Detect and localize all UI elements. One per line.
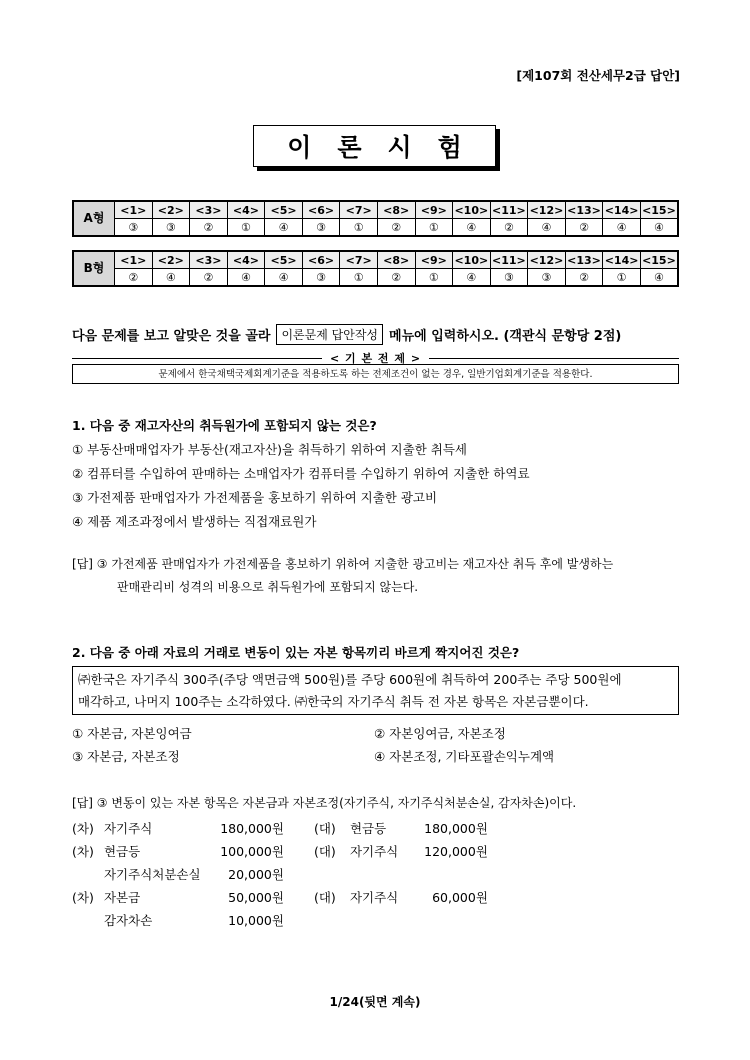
q2-option-2: ② 자본잉여금, 자본조정 (374, 726, 506, 741)
question-number: <9> (415, 251, 453, 269)
answer-cell: ③ (115, 219, 153, 237)
answer-cell: ④ (453, 219, 491, 237)
credit-marker: (대) (313, 844, 336, 859)
question-number: <13> (565, 251, 603, 269)
question-number: <7> (340, 251, 378, 269)
page-footer: 1/24(뒷면 계속) (329, 995, 421, 1009)
debit-marker: (차) (72, 890, 94, 905)
instruction-before: 다음 문제를 보고 알맞은 것을 골라 (72, 329, 271, 344)
question-1: 1. 다음 중 재고자산의 취득원가에 포함되지 않는 것은? (72, 418, 377, 433)
debit-amount: 10,000원 (228, 913, 284, 928)
question-number: <12> (528, 201, 566, 219)
document-header: [제107회 전산세무2급 답안] (516, 68, 680, 83)
answer-table-a-label: A형 (73, 201, 115, 236)
answer-cell: ① (340, 269, 378, 287)
question-number: <3> (190, 251, 228, 269)
question-number: <5> (265, 251, 303, 269)
debit-amount: 20,000원 (228, 867, 284, 882)
instruction (72, 324, 621, 345)
answer-cell: ③ (528, 269, 566, 287)
question-number: <11> (490, 201, 528, 219)
answer-cell: ② (190, 219, 228, 237)
question-number: <14> (603, 201, 641, 219)
debit-account: 자본금 (103, 890, 141, 905)
debit-amount: 50,000원 (228, 890, 284, 905)
q1-option-1: ① 부동산매매업자가 부동산(재고자산)을 취득하기 위하여 지출한 취득세 (72, 442, 467, 457)
answer-cell: ① (340, 219, 378, 237)
q2-box-line-1: ㈜한국은 자기주식 300주(주당 액면금액 500원)를 주당 600원에 취득하여 200주는 주당 500원에 (78, 672, 622, 687)
question-number: <8> (377, 201, 415, 219)
q2-option-4: ④ 자본조정, 기타포괄손익누계액 (374, 749, 555, 764)
question-number: <10> (453, 251, 491, 269)
answer-cell: ② (565, 219, 603, 237)
answer-cell: ③ (152, 219, 190, 237)
answer-cell: ② (115, 269, 153, 287)
debit-amount: 100,000원 (220, 844, 284, 859)
question-number: <3> (190, 201, 228, 219)
credit-amount: 60,000원 (432, 890, 488, 905)
credit-account: 자기주식 (349, 890, 399, 905)
answer-cell: ② (565, 269, 603, 287)
credit-marker: (대) (313, 821, 336, 836)
q2-option-3: ③ 자본금, 자본조정 (72, 749, 180, 764)
answer-table-b-answer-row (73, 269, 678, 287)
q1-answer-line-2: 판매관리비 성격의 비용으로 취득원가에 포함되지 않는다. (117, 580, 419, 594)
question-number: <14> (603, 251, 641, 269)
question-number: <2> (152, 251, 190, 269)
debit-marker: (차) (72, 844, 94, 859)
q1-option-3: ③ 가전제품 판매업자가 가전제품을 홍보하기 위하여 지출한 광고비 (72, 490, 438, 505)
debit-account: 자기주식 (103, 821, 153, 836)
q2-box-line-2: 매각하고, 나머지 100주는 소각하였다. ㈜한국의 자기주식 취득 전 자본 항목은 자본금뿐이다. (78, 694, 589, 709)
credit-account: 현금등 (349, 821, 387, 836)
q2-option-1: ① 자본금, 자본잉여금 (72, 726, 192, 741)
q1-option-2: ② 컴퓨터를 수입하여 판매하는 소매업자가 컴퓨터를 수입하기 위하여 지출한 하역료 (72, 466, 530, 481)
q2-answer-line: [답] ③ 변동이 있는 자본 항목은 자본금과 자본조정(자기주식, 자기주식처분손실, 감자차손)이다. (72, 796, 577, 810)
debit-amount: 180,000원 (220, 821, 284, 836)
answer-cell: ④ (152, 269, 190, 287)
answer-table-b-label: B형 (73, 251, 115, 286)
question-number: <9> (415, 201, 453, 219)
answer-cell: ① (415, 269, 453, 287)
answer-cell: ① (415, 219, 453, 237)
answer-table-a-answer-row (73, 219, 678, 237)
premise-title: < 기 본 전 제 > (329, 352, 422, 365)
q1-option-4: ④ 제품 제조과정에서 발생하는 직접재료원가 (72, 514, 317, 529)
answer-table-b (72, 250, 679, 287)
question-number: <4> (227, 201, 265, 219)
instruction-after: 메뉴에 입력하시오. (객관식 문항당 2점) (389, 329, 622, 344)
question-number: <6> (302, 201, 340, 219)
debit-account: 자기주식처분손실 (103, 867, 201, 882)
answer-cell: ④ (265, 219, 303, 237)
answer-cell: ② (377, 269, 415, 287)
instruction-menu-box: 이론문제 답안작성 (276, 324, 383, 345)
divider (72, 358, 322, 359)
journal-row (72, 865, 284, 883)
premise-text: 문제에서 한국채택국제회계기준을 적용하도록 하는 전제조건이 없는 경우, 일반기업회계기준을 적용한다. (72, 364, 679, 384)
debit-marker: (차) (72, 821, 94, 836)
answer-cell: ③ (302, 219, 340, 237)
answer-cell: ③ (490, 269, 528, 287)
question-number: <5> (265, 201, 303, 219)
journal-row (72, 842, 488, 860)
question-number: <12> (528, 251, 566, 269)
debit-account: 현금등 (103, 844, 141, 859)
answer-cell: ① (227, 219, 265, 237)
answer-cell: ④ (453, 269, 491, 287)
answer-table-a-number-row (73, 201, 678, 219)
answer-cell: ② (190, 269, 228, 287)
question-number: <15> (640, 251, 678, 269)
q1-answer-line-1: [답] ③ 가전제품 판매업자가 가전제품을 홍보하기 위하여 지출한 광고비는 재고자산 취득 후에 발생하는 (72, 557, 614, 571)
q2-data-box (72, 666, 679, 715)
question-number: <10> (453, 201, 491, 219)
question-number: <7> (340, 201, 378, 219)
answer-cell: ② (490, 219, 528, 237)
question-number: <11> (490, 251, 528, 269)
answer-cell: ④ (640, 269, 678, 287)
answer-cell: ④ (640, 219, 678, 237)
credit-marker: (대) (313, 890, 336, 905)
journal-row (72, 888, 488, 906)
answer-cell: ④ (227, 269, 265, 287)
answer-cell: ④ (603, 219, 641, 237)
question-2: 2. 다음 중 아래 자료의 거래로 변동이 있는 자본 항목끼리 바르게 짝지어진 것은? (72, 645, 520, 660)
question-number: <2> (152, 201, 190, 219)
credit-account: 자기주식 (349, 844, 399, 859)
question-number: <15> (640, 201, 678, 219)
answer-cell: ③ (302, 269, 340, 287)
answer-table-a (72, 200, 679, 237)
answer-cell: ④ (528, 219, 566, 237)
page-title: 이론시험 (253, 125, 496, 167)
divider (429, 358, 679, 359)
credit-amount: 180,000원 (424, 821, 488, 836)
answer-table-b-number-row (73, 251, 678, 269)
debit-account: 감자차손 (103, 913, 153, 928)
answer-cell: ④ (265, 269, 303, 287)
answer-cell: ① (603, 269, 641, 287)
question-number: <6> (302, 251, 340, 269)
question-number: <4> (227, 251, 265, 269)
question-number: <1> (115, 201, 153, 219)
question-number: <1> (115, 251, 153, 269)
credit-amount: 120,000원 (424, 844, 488, 859)
journal-row (72, 819, 488, 837)
question-number: <8> (377, 251, 415, 269)
answer-cell: ② (377, 219, 415, 237)
question-number: <13> (565, 201, 603, 219)
journal-row (72, 911, 284, 929)
